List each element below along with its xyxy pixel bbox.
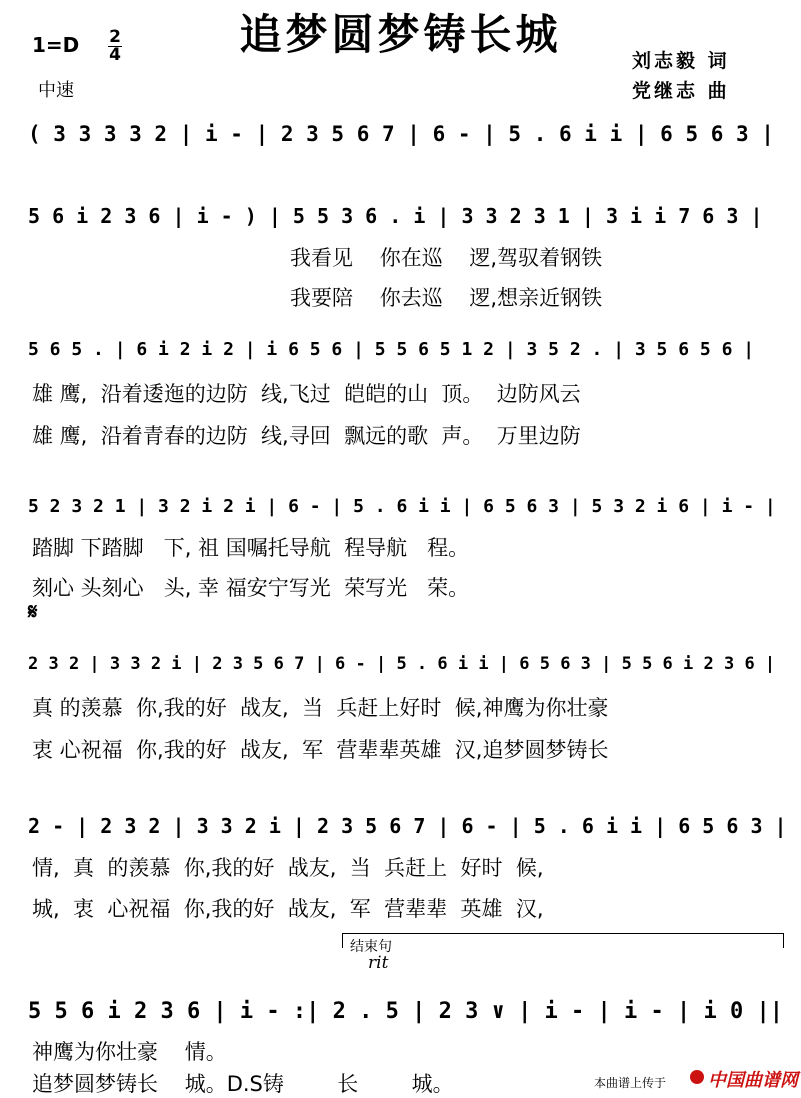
ending-bracket [342, 933, 784, 948]
lyrics-block-2-line-1: 雄 鹰, 沿着逶迤的边防 线,飞过 皑皑的山 顶。 边防风云 [32, 382, 581, 406]
notation-row-7 [0, 985, 801, 1035]
site-logo-icon [690, 1070, 704, 1084]
notation-text: 5 2 3 2 1 | 3 2 i 2 i | 6 - | 5 . 6 i i | 6 5 6 3 | 5 3 2 i 6 | i - | [28, 496, 776, 517]
page-title: 追梦圆梦铸长城 [239, 10, 562, 59]
lyrics-block-5-line-2: 城, 衷 心祝福 你,我的好 战友, 军 营辈辈 英雄 汉, [32, 897, 544, 921]
notation-row-6 [0, 800, 801, 850]
notation-text: 2 3 2 | 3 3 2 i | 2 3 5 6 7 | 6 - | 5 . 6 i i | 6 5 6 3 | 5 5 6 i 2 3 6 | [28, 654, 776, 674]
lyrics-block-3-line-2: 刻心 头刻心 头, 幸 福安宁写光 荣写光 荣。 [32, 576, 470, 600]
ritardando-marking: rit [368, 953, 389, 973]
composer-credit: 党继志 曲 [632, 80, 730, 102]
lyrics-block-4-line-1: 真 的羡慕 你,我的好 战友, 当 兵赶上好时 候,神鹰为你壮豪 [32, 696, 609, 720]
notation-text: 5 6 i 2 3 6 | i - ) | 5 5 3 6 . i | 3 3 2 3 1 | 3 i i 7 6 3 | [28, 204, 763, 228]
notation-row-1 [0, 108, 801, 158]
notation-row-4 [0, 482, 801, 532]
lyrics-block-6-line-2: 追梦圆梦铸长 城。D.S铸 长 城。 [32, 1072, 454, 1096]
notation-row-5 [0, 640, 801, 690]
lyricist-credit: 刘志毅 词 [632, 50, 730, 72]
notation-text: 5 6 5 . | 6 i 2 i 2 | i 6 5 6 | 5 5 6 5 1 2 | 3 5 2 . | 3 5 6 5 6 | [28, 339, 755, 360]
lyrics-block-5-line-1: 情, 真 的羡慕 你,我的好 战友, 当 兵赶上 好时 候, [32, 856, 544, 880]
key-signature: 1=D [32, 33, 80, 57]
notation-text: 2 - | 2 3 2 | 3 3 2 i | 2 3 5 6 7 | 6 - | 5 . 6 i i | 6 5 6 3 | [28, 814, 787, 838]
lyrics-block-1-line-1: 我看见 你在巡 逻,驾驭着钢铁 [290, 246, 603, 270]
lyrics-block-2-line-2: 雄 鹰, 沿着青春的边防 线,寻回 飘远的歌 声。 万里边防 [32, 424, 581, 448]
tempo-marking: 中速 [38, 80, 74, 101]
upload-note: 本曲谱上传于 [594, 1076, 667, 1090]
notation-text: ( 3 3 3 3 2 | i - | 2 3 5 6 7 | 6 - | 5 . 6 i i | 6 5 6 3 | [28, 122, 774, 146]
notation-row-3 [0, 325, 801, 375]
lyrics-block-3-line-1: 踏脚 下踏脚 下, 祖 国嘱托导航 程导航 程。 [32, 536, 470, 560]
lyrics-block-6-line-1: 神鹰为你壮豪 情。 [32, 1040, 227, 1064]
time-signature: 2 4 [109, 27, 121, 65]
notation-row-2 [0, 190, 801, 240]
ending-label: 结束句 [350, 939, 392, 955]
lyrics-block-1-line-2: 我要陪 你去巡 逻,想亲近钢铁 [290, 286, 603, 310]
lyrics-block-4-line-2: 衷 心祝福 你,我的好 战友, 军 营辈辈英雄 汉,追梦圆梦铸长 [32, 738, 609, 762]
dal-segno-sign: 𝄋 [28, 600, 38, 625]
notation-text: 5 5 6 i 2 3 6 | i - :| 2 . 5 | 2 3 ∨ | i - | i - | i 0 || [28, 999, 783, 1024]
site-logo: 中国曲谱网 [708, 1070, 798, 1091]
